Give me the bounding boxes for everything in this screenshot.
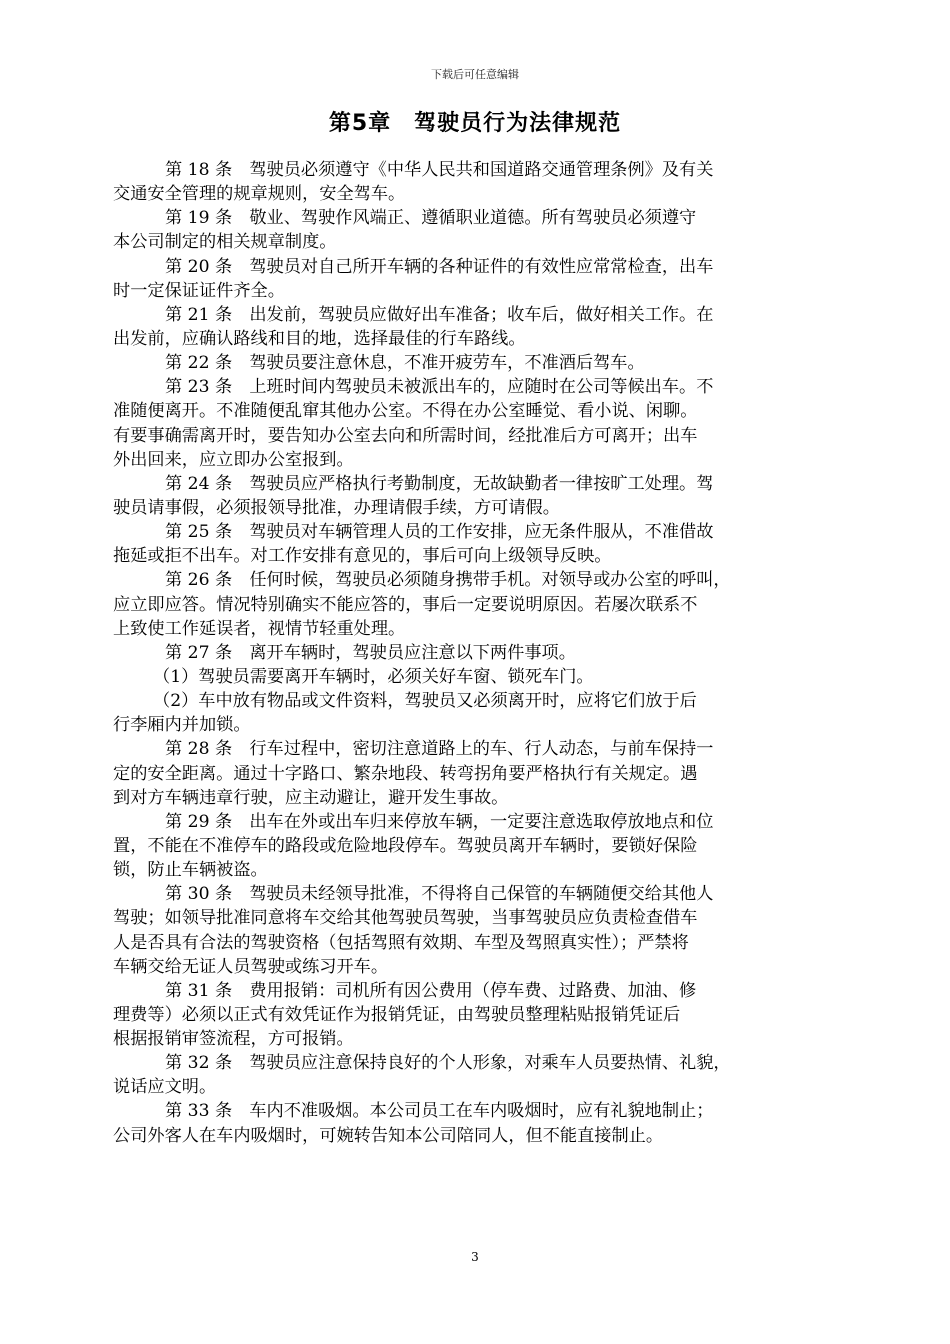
text-line: 上致使工作延误者，视情节轻重处理。 [113,618,406,639]
text-line: 第 25 条 驾驶员对车辆管理人员的工作安排，应无条件服从，不准借故 [165,522,714,543]
text-line: 锁，防止车辆被盗。 [113,860,268,881]
text-line: 出发前，应确认路线和目的地，选择最佳的行车路线。 [113,328,526,349]
text-line: 第 28 条 行车过程中，密切注意道路上的车、行人动态，与前车保持一 [165,739,714,760]
text-line: 第 18 条 驾驶员必须遵守《中华人民共和国道路交通管理条例》及有关 [165,160,714,180]
text-line: 定的安全距离。通过十字路口、繁杂地段、转弯拐角要严格执行有关规定。遇 [113,763,698,784]
chapter-title: 第5章 驾驶员行为法律规范 [328,111,622,136]
text-line: 到对方车辆违章行驶，应主动避让，避开发生事故。 [113,787,509,808]
text-line: 准随便离开。不准随便乱窜其他办公室。不得在办公室睡觉、看小说、闲聊。 [113,401,698,422]
text-line: 第 23 条 上班时间内驾驶员未被派出车的，应随时在公司等候出车。不 [165,377,714,398]
text-line: 第 29 条 出车在外或出车归来停放车辆，一定要注意选取停放地点和位 [165,811,714,832]
text-line: 第 33 条 车内不准吸烟。本公司员工在车内吸烟时，应有礼貌地制止； [165,1101,714,1122]
text-line: 第 31 条 费用报销：司机所有因公费用（停车费、过路费、加油、修 [165,980,697,1001]
text-line: 本公司制定的相关规章制度。 [113,232,337,253]
text-line: 第 27 条 离开车辆时，驾驶员应注意以下两件事项。 [165,642,576,663]
text-line: 根据报销审签流程，方可报销。 [113,1029,354,1050]
text-line: 人是否具有合法的驾驶资格（包括驾照有效期、车型及驾照真实性）；严禁将 [113,932,689,953]
text-line: 驶员请事假，必须报领导批准，办理请假手续，方可请假。 [113,497,560,518]
text-line: 第 22 条 驾驶员要注意休息，不准开疲劳车，不准酒后驾车。 [165,353,645,374]
text-line: 时一定保证证件齐全。 [113,280,285,301]
text-line: 理费等）必须以正式有效凭证作为报销凭证，由驾驶员整理粘贴报销凭证后 [113,1004,681,1025]
text-line: 拖延或拒不出车。对工作安排有意见的，事后可向上级领导反映。 [113,546,612,567]
text-line: 驾驶；如领导批准同意将车交给其他驾驶员驾驶，当事驾驶员应负责检查借车 [113,908,698,929]
text-line: （1）驾驶员需要离开车辆时，必须关好车窗、锁死车门。 [153,666,594,687]
regulations-body [113,158,893,1148]
text-line: 第 19 条 敬业、驾驶作风端正、遵循职业道德。所有驾驶员必须遵守 [165,208,697,229]
text-line: 第 24 条 驾驶员应严格执行考勤制度，无故缺勤者一律按旷工处理。驾 [165,473,714,494]
text-line: 第 32 条 驾驶员应注意保持良好的个人形象，对乘车人员要热情、礼貌， [165,1053,731,1074]
text-line: 交通安全管理的规章规则，安全驾车。 [113,184,406,205]
text-line: 应立即应答。情况特别确实不能应答的，事后一定要说明原因。若屡次联系不 [113,594,698,615]
text-line: 第 26 条 任何时候，驾驶员必须随身携带手机。对领导或办公室的呼叫， [165,570,731,591]
page-number: 3 [471,1250,479,1264]
text-line: 置，不能在不准停车的路段或危险地段停车。驾驶员离开车辆时，要锁好保险 [113,835,698,856]
text-line: 第 21 条 出发前，驾驶员应做好出车准备；收车后，做好相关工作。在 [165,304,714,325]
text-line: 行李厢内并加锁。 [113,715,251,736]
text-line: 第 30 条 驾驶员未经领导批准，不得将自己保管的车辆随便交给其他人 [165,884,714,905]
text-line: 外出回来，应立即办公室报到。 [113,449,354,470]
text-line: 公司外客人在车内吸烟时，可婉转告知本公司陪同人，但不能直接制止。 [113,1125,664,1146]
text-line: （2）车中放有物品或文件资料，驾驶员又必须离开时，应将它们放于后 [153,691,697,712]
text-line: 第 20 条 驾驶员对自己所开车辆的各种证件的有效性应常常检查，出车 [165,256,714,277]
page-header-note: 下载后可任意编辑 [431,68,519,81]
text-line: 车辆交给无证人员驾驶或练习开车。 [113,956,389,977]
text-line: 有要事确需离开时，要告知办公室去向和所需时间，经批准后方可离开；出车 [113,425,698,446]
text-line: 说话应文明。 [113,1077,217,1098]
